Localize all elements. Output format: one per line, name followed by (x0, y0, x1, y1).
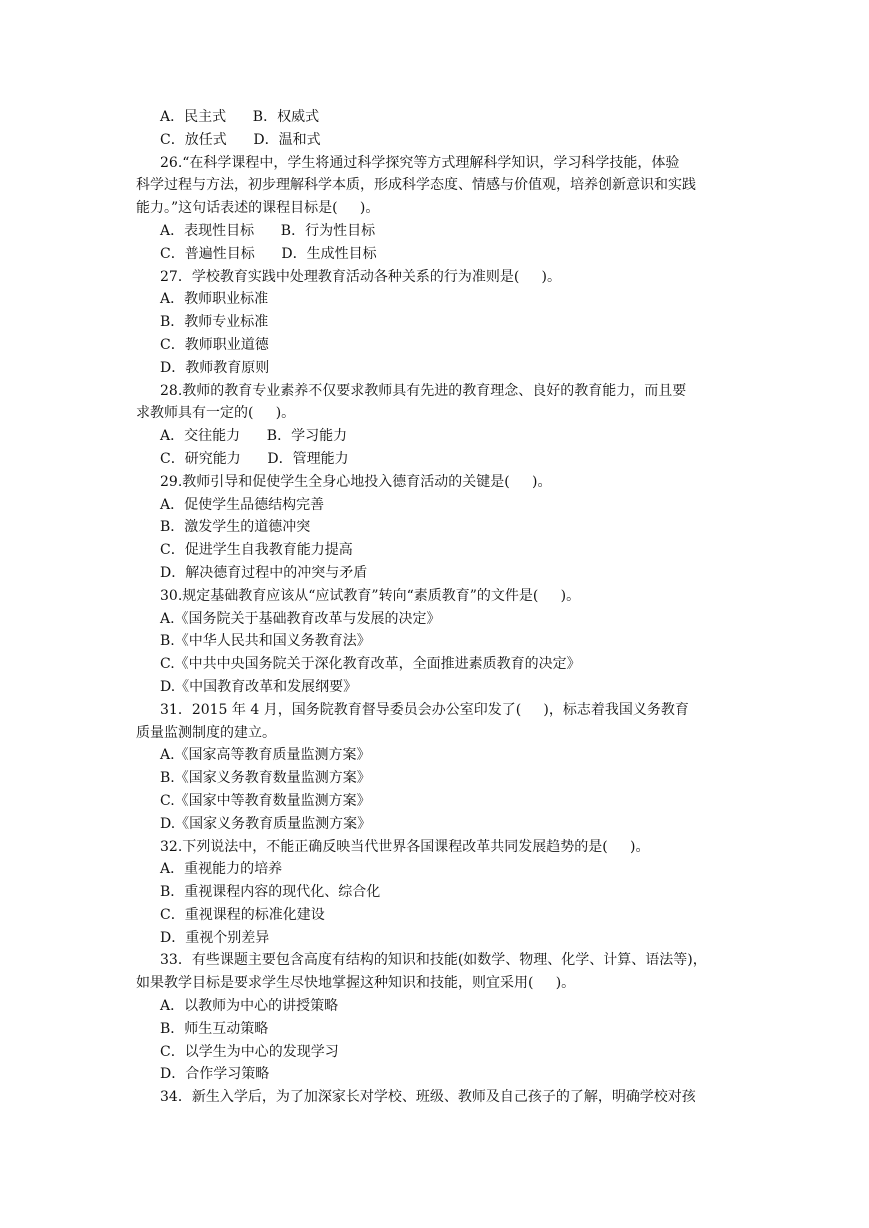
text-line: C．普遍性目标 D．生成性目标 (160, 245, 377, 262)
text-line: C．教师职业道德 (160, 336, 269, 353)
text-line: C．以学生为中心的发现学习 (160, 1043, 339, 1060)
text-line: C．重视课程的标准化建设 (160, 906, 325, 923)
text-line: 科学过程与方法，初步理解科学本质，形成科学态度、情感与价值观，培养创新意识和实践 (136, 177, 696, 194)
text-line: A．重视能力的培养 (160, 861, 283, 878)
text-line: 32.下列说法中，不能正确反映当代世界各国课程改革共同发展趋势的是( )。 (160, 838, 650, 855)
text-line: D．解决德育过程中的冲突与矛盾 (160, 564, 368, 581)
text-line: D.《中国教育改革和发展纲要》 (160, 678, 358, 695)
text-line: 33．有些课题主要包含高度有结构的知识和技能(如数学、物理、化学、计算、语法等)， (160, 952, 707, 969)
text-line: 34．新生入学后，为了加深家长对学校、班级、教师及自己孩子的了解，明确学校对孩 (160, 1089, 696, 1106)
text-line: D.《国家义务教育质量监测方案》 (160, 815, 372, 832)
text-line: C．促进学生自我教育能力提高 (160, 542, 353, 559)
text-line: C.《中共中央国务院关于深化教育改革，全面推进素质教育的决定》 (160, 656, 581, 673)
text-line: A．表现性目标 B．行为性目标 (160, 222, 376, 239)
text-line: 求教师具有一定的( )。 (136, 405, 296, 422)
text-line: 能力。”这句话表述的课程目标是( )。 (136, 200, 380, 217)
text-line: 如果教学目标是要求学生尽快地掌握这种知识和技能，则宜采用( )。 (136, 975, 576, 992)
text-line: 30.规定基础教育应该从“应试教育”转向“素质教育”的文件是( )。 (160, 587, 581, 604)
text-line: B．重视课程内容的现代化、综合化 (160, 884, 381, 901)
text-line: A．教师职业标准 (160, 291, 269, 308)
text-line: D．重视个别差异 (160, 929, 270, 946)
text-line: C.《国家中等教育数量监测方案》 (160, 792, 371, 809)
text-line: 26.“在科学课程中，学生将通过科学探究等方式理解科学知识，学习科学技能，体验 (160, 154, 680, 171)
text-line: D．教师教育原则 (160, 359, 270, 376)
text-line: C．放任式 D．温和式 (160, 131, 321, 148)
text-line: A.《国家高等教育质量监测方案》 (160, 747, 371, 764)
text-line: 29.教师引导和促使学生全身心地投入德育活动的关键是( )。 (160, 473, 552, 490)
text-line: B．激发学生的道德冲突 (160, 519, 311, 536)
text-line: C．研究能力 D．管理能力 (160, 450, 349, 467)
text-line: 28.教师的教育专业素养不仅要求教师具有先进的教育理念、良好的教育能力，而且要 (160, 382, 687, 399)
text-line: A.《国务院关于基础教育改革与发展的决定》 (160, 610, 441, 627)
text-line: 27．学校教育实践中处理教育活动各种关系的行为准则是( )。 (160, 268, 561, 285)
text-line: 质量监测制度的建立。 (136, 724, 276, 741)
text-line: D．合作学习策略 (160, 1066, 270, 1083)
text-line: B.《中华人民共和国义务教育法》 (160, 633, 371, 650)
text-line: B．师生互动策略 (160, 1020, 269, 1037)
text-line: 31．2015 年 4 月，国务院教育督导委员会办公室印发了( )，标志着我国义务教育 (160, 701, 689, 718)
text-line: A．以教师为中心的讲授策略 (160, 998, 339, 1015)
text-line: B．教师专业标准 (160, 314, 269, 331)
text-line: A．交往能力 B．学习能力 (160, 428, 348, 445)
exam-question-text (136, 106, 736, 1109)
text-line: B.《国家义务教育数量监测方案》 (160, 770, 371, 787)
text-line: A．促使学生品德结构完善 (160, 496, 325, 513)
text-line: A．民主式 B．权威式 (160, 109, 320, 125)
